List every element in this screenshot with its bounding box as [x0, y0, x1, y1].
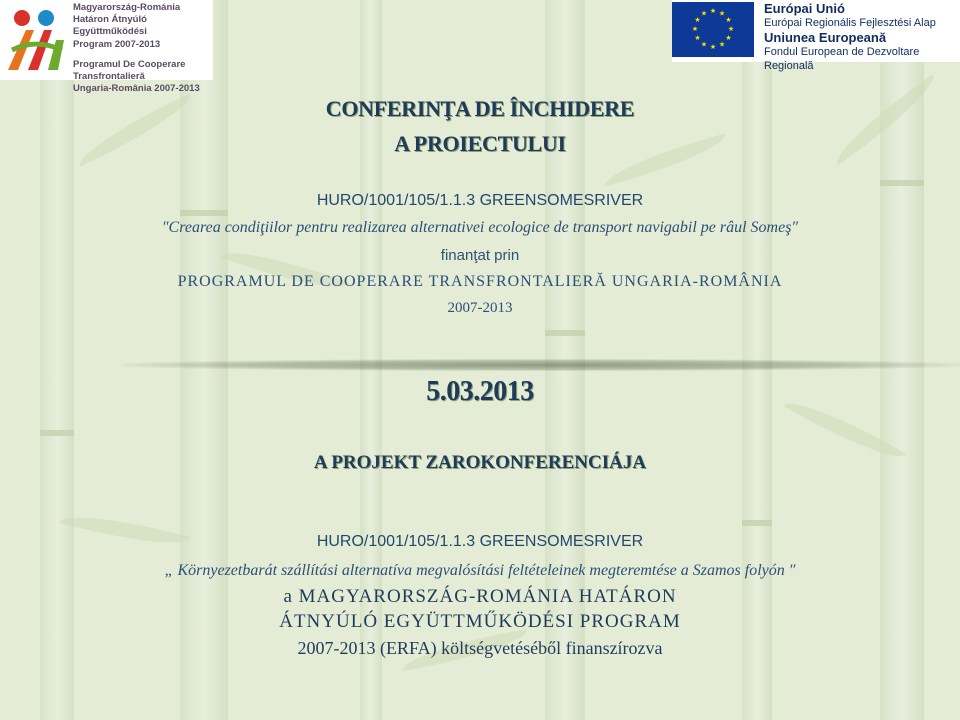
logo-line: Transfrontalieră	[73, 71, 145, 83]
hu-program-line2: ÁTNYÚLÓ EGYÜTTMŰKÖDÉSI PROGRAM	[279, 611, 681, 632]
logo-line: Ungaria-România 2007-2013	[73, 83, 200, 95]
eu-flag-icon	[672, 2, 754, 57]
svg-text:★: ★	[725, 34, 732, 42]
program-logo	[0, 0, 213, 95]
eu-title-ro: Uniunea Europeană	[764, 30, 887, 45]
ro-program-name: PROGRAMUL DE COOPERARE TRANSFRONTALIERĂ UNGARIA-ROMÂNIA	[177, 273, 783, 290]
hu-project-code: HURO/1001/105/1.1.3 GREENSOMESRIVER	[316, 533, 644, 550]
svg-text:★: ★	[709, 43, 717, 51]
logo-line: Programul De Cooperare	[73, 58, 186, 70]
svg-text:★: ★	[709, 7, 717, 15]
svg-text:★: ★	[694, 16, 701, 24]
ro-title-line2: A PROIECTULUI	[394, 131, 566, 156]
ro-project-name: ″Crearea condiţiilor pentru realizarea alternativei ecologice de transport navigabil pe râul Someş″	[161, 219, 799, 236]
ro-project-code: HURO/1001/105/1.1.3 GREENSOMESRIVER	[316, 192, 644, 209]
ro-program-years: 2007-2013	[447, 300, 513, 316]
conference-date: 5.03.2013	[426, 376, 534, 407]
ro-financed-by: finanţat prin	[440, 247, 520, 264]
eu-fund-ro: Fondul European de Dezvoltare Regională	[764, 46, 920, 72]
hu-program-line1: a MAGYARORSZÁG-ROMÁNIA HATÁRON	[283, 586, 677, 607]
hu-funding: 2007-2013 (ERFA) költségvetéséből finanszírozva	[297, 638, 663, 658]
svg-text:★: ★	[691, 25, 699, 33]
svg-text:★: ★	[700, 9, 708, 18]
eu-fund-hu: Európai Regionális Fejlesztési Alap	[764, 17, 936, 29]
logo-line: Program 2007-2013	[73, 38, 161, 50]
svg-text:★: ★	[718, 9, 726, 18]
svg-text:★: ★	[700, 40, 708, 49]
logo-line: Magyarország-Románia	[73, 2, 181, 13]
section-divider	[122, 359, 960, 371]
program-logo-icon	[4, 6, 68, 74]
hu-title: A PROJEKT ZAROKONFERENCIÁJA	[313, 452, 647, 473]
svg-text:★: ★	[718, 40, 726, 49]
program-logo-text	[73, 2, 213, 95]
svg-text:★: ★	[694, 34, 701, 42]
eu-title-hu: Európai Unió	[764, 1, 845, 16]
hu-project-name: „ Környezetbarát szállítási alternatíva megvalósítási feltételeinek megteremtése a Szamos folyón ″	[164, 562, 796, 579]
logo-line: Határon Átnyúló Együttműködési	[73, 14, 147, 38]
ro-title-line1: CONFERINŢA DE ÎNCHIDERE	[325, 96, 635, 121]
svg-text:★: ★	[727, 25, 735, 33]
eu-logo	[672, 0, 960, 72]
svg-text:★: ★	[725, 16, 732, 24]
